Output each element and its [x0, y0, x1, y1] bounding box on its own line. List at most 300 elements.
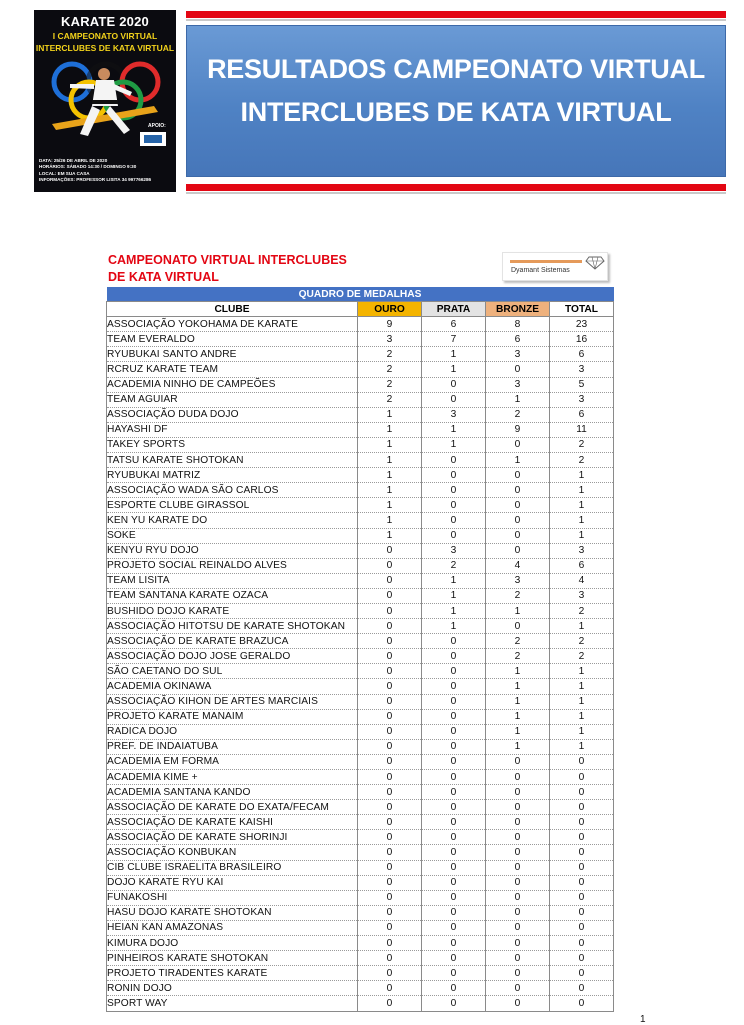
- club-cell: FUNAKOSHI: [107, 890, 358, 905]
- total-cell: 0: [550, 785, 614, 800]
- column-header-gold: OURO: [358, 302, 422, 317]
- total-cell: 0: [550, 754, 614, 769]
- total-cell: 0: [550, 890, 614, 905]
- banner-title-line1: RESULTADOS CAMPEONATO VIRTUAL: [207, 54, 705, 84]
- bronze-cell: 1: [486, 724, 550, 739]
- silver-cell: 0: [422, 513, 486, 528]
- gold-cell: 1: [358, 422, 422, 437]
- table-row: [107, 347, 614, 362]
- table-caption: QUADRO DE MEDALHAS: [107, 287, 614, 302]
- total-cell: 0: [550, 920, 614, 935]
- gold-cell: 1: [358, 437, 422, 452]
- club-cell: KIMURA DOJO: [107, 936, 358, 951]
- silver-cell: 0: [422, 951, 486, 966]
- table-row: [107, 498, 614, 513]
- gold-cell: 1: [358, 528, 422, 543]
- total-cell: 1: [550, 664, 614, 679]
- club-cell: PROJETO KARATE MANAIM: [107, 709, 358, 724]
- total-cell: 0: [550, 770, 614, 785]
- total-cell: 1: [550, 679, 614, 694]
- table-row: [107, 920, 614, 935]
- total-cell: 0: [550, 815, 614, 830]
- bronze-cell: 9: [486, 422, 550, 437]
- gold-cell: 1: [358, 453, 422, 468]
- silver-cell: 0: [422, 860, 486, 875]
- club-cell: ACADEMIA NINHO DE CAMPEÕES: [107, 377, 358, 392]
- silver-cell: 0: [422, 483, 486, 498]
- poster-apoio-label: APOIO:: [148, 123, 166, 129]
- results-banner: [186, 25, 726, 177]
- table-row: [107, 513, 614, 528]
- poster-subtitle-line2: INTERCLUBES DE KATA VIRTUAL: [35, 43, 175, 53]
- silver-cell: 1: [422, 573, 486, 588]
- silver-cell: 0: [422, 739, 486, 754]
- bronze-cell: 1: [486, 679, 550, 694]
- bronze-cell: 2: [486, 649, 550, 664]
- table-row: [107, 981, 614, 996]
- club-cell: SPORT WAY: [107, 996, 358, 1011]
- club-cell: KEN YU KARATE DO: [107, 513, 358, 528]
- diamond-icon: [585, 256, 605, 270]
- silver-cell: 0: [422, 800, 486, 815]
- club-cell: HASU DOJO KARATE SHOTOKAN: [107, 905, 358, 920]
- club-cell: ASSOCIAÇÃO DE KARATE SHORINJI: [107, 830, 358, 845]
- club-cell: RYUBUKAI SANTO ANDRE: [107, 347, 358, 362]
- bronze-cell: 0: [486, 437, 550, 452]
- table-row: [107, 543, 614, 558]
- gold-cell: 3: [358, 332, 422, 347]
- club-cell: SÃO CAETANO DO SUL: [107, 664, 358, 679]
- club-cell: ESPORTE CLUBE GIRASSOL: [107, 498, 358, 513]
- table-row: [107, 996, 614, 1011]
- silver-cell: 0: [422, 453, 486, 468]
- silver-cell: 0: [422, 770, 486, 785]
- bronze-cell: 6: [486, 332, 550, 347]
- total-cell: 1: [550, 709, 614, 724]
- banner-bottom-gray-line: [186, 192, 726, 194]
- bronze-cell: 0: [486, 981, 550, 996]
- club-cell: ACADEMIA SANTANA KANDO: [107, 785, 358, 800]
- table-row: [107, 785, 614, 800]
- total-cell: 1: [550, 694, 614, 709]
- total-cell: 3: [550, 362, 614, 377]
- silver-cell: 1: [422, 603, 486, 618]
- bronze-cell: 0: [486, 951, 550, 966]
- table-row: [107, 754, 614, 769]
- club-cell: TEAM AGUIAR: [107, 392, 358, 407]
- table-row: [107, 724, 614, 739]
- gold-cell: 1: [358, 407, 422, 422]
- total-cell: 0: [550, 830, 614, 845]
- total-cell: 0: [550, 860, 614, 875]
- club-cell: ASSOCIAÇÃO DE KARATE DO EXATA/FECAM: [107, 800, 358, 815]
- gold-cell: 1: [358, 468, 422, 483]
- bronze-cell: 0: [486, 800, 550, 815]
- table-row: [107, 679, 614, 694]
- club-cell: ASSOCIAÇÃO HITOTSU DE KARATE SHOTOKAN: [107, 619, 358, 634]
- gold-cell: 1: [358, 483, 422, 498]
- bronze-cell: 2: [486, 407, 550, 422]
- gold-cell: 0: [358, 649, 422, 664]
- club-cell: ASSOCIAÇÃO DUDA DOJO: [107, 407, 358, 422]
- bronze-cell: 3: [486, 573, 550, 588]
- silver-cell: 0: [422, 785, 486, 800]
- table-row: [107, 951, 614, 966]
- column-header-bronze: BRONZE: [486, 302, 550, 317]
- bronze-cell: 0: [486, 785, 550, 800]
- total-cell: 0: [550, 800, 614, 815]
- gold-cell: 0: [358, 936, 422, 951]
- table-row: [107, 770, 614, 785]
- bronze-cell: 0: [486, 528, 550, 543]
- silver-cell: 6: [422, 317, 486, 332]
- gold-cell: 0: [358, 770, 422, 785]
- club-cell: ASSOCIAÇÃO KONBUKAN: [107, 845, 358, 860]
- gold-cell: 0: [358, 543, 422, 558]
- total-cell: 1: [550, 498, 614, 513]
- total-cell: 1: [550, 528, 614, 543]
- total-cell: 0: [550, 845, 614, 860]
- club-cell: ACADEMIA OKINAWA: [107, 679, 358, 694]
- banner-top-gray-line: [186, 19, 726, 21]
- club-cell: TEAM LISITA: [107, 573, 358, 588]
- club-cell: DOJO KARATE RYU KAI: [107, 875, 358, 890]
- table-row: [107, 634, 614, 649]
- silver-cell: 0: [422, 936, 486, 951]
- table-row: [107, 800, 614, 815]
- gold-cell: 0: [358, 860, 422, 875]
- bronze-cell: 2: [486, 588, 550, 603]
- gold-cell: 1: [358, 513, 422, 528]
- bronze-cell: 3: [486, 377, 550, 392]
- medal-table: [106, 287, 614, 1012]
- total-cell: 5: [550, 377, 614, 392]
- total-cell: 23: [550, 317, 614, 332]
- banner-bottom-red-bar: [186, 184, 726, 191]
- total-cell: 2: [550, 603, 614, 618]
- total-cell: 0: [550, 996, 614, 1011]
- total-cell: 0: [550, 951, 614, 966]
- bronze-cell: 0: [486, 362, 550, 377]
- bronze-cell: 0: [486, 468, 550, 483]
- table-row: [107, 528, 614, 543]
- bronze-cell: 0: [486, 483, 550, 498]
- silver-cell: 1: [422, 437, 486, 452]
- total-cell: 1: [550, 739, 614, 754]
- silver-cell: 0: [422, 649, 486, 664]
- total-cell: 16: [550, 332, 614, 347]
- event-poster: [34, 10, 176, 192]
- table-row: [107, 377, 614, 392]
- total-cell: 3: [550, 543, 614, 558]
- total-cell: 0: [550, 981, 614, 996]
- club-cell: PROJETO TIRADENTES KARATE: [107, 966, 358, 981]
- column-header-silver: PRATA: [422, 302, 486, 317]
- club-cell: CIB CLUBE ISRAELITA BRASILEIRO: [107, 860, 358, 875]
- gold-cell: 0: [358, 573, 422, 588]
- table-row: [107, 483, 614, 498]
- bronze-cell: 1: [486, 392, 550, 407]
- bronze-cell: 1: [486, 709, 550, 724]
- total-cell: 1: [550, 724, 614, 739]
- club-cell: RYUBUKAI MATRIZ: [107, 468, 358, 483]
- bronze-cell: 0: [486, 936, 550, 951]
- silver-cell: 1: [422, 347, 486, 362]
- silver-cell: 0: [422, 920, 486, 935]
- club-cell: RADICA DOJO: [107, 724, 358, 739]
- silver-cell: 3: [422, 543, 486, 558]
- page-number: 1: [640, 1014, 646, 1025]
- silver-cell: 0: [422, 905, 486, 920]
- total-cell: 1: [550, 619, 614, 634]
- table-row: [107, 422, 614, 437]
- club-cell: ASSOCIAÇÃO DE KARATE BRAZUCA: [107, 634, 358, 649]
- total-cell: 3: [550, 392, 614, 407]
- club-cell: TAKEY SPORTS: [107, 437, 358, 452]
- poster-subtitle-line1: I CAMPEONATO VIRTUAL: [52, 31, 158, 41]
- poster-info-line: LOCAL: EM SUA CASA: [39, 170, 90, 176]
- total-cell: 6: [550, 407, 614, 422]
- club-cell: PREF. DE INDAIATUBA: [107, 739, 358, 754]
- bronze-cell: 0: [486, 996, 550, 1011]
- gold-cell: 1: [358, 498, 422, 513]
- gold-cell: 0: [358, 664, 422, 679]
- gold-cell: 0: [358, 588, 422, 603]
- silver-cell: 0: [422, 468, 486, 483]
- silver-cell: 3: [422, 407, 486, 422]
- bronze-cell: 0: [486, 770, 550, 785]
- bronze-cell: 0: [486, 815, 550, 830]
- silver-cell: 1: [422, 619, 486, 634]
- sheet-title-line2: DE KATA VIRTUAL: [108, 270, 219, 284]
- club-cell: ASSOCIAÇÃO DOJO JOSE GERALDO: [107, 649, 358, 664]
- bronze-cell: 2: [486, 634, 550, 649]
- gold-cell: 2: [358, 362, 422, 377]
- gold-cell: 9: [358, 317, 422, 332]
- gold-cell: 0: [358, 830, 422, 845]
- table-row: [107, 332, 614, 347]
- silver-cell: 0: [422, 724, 486, 739]
- club-cell: TEAM EVERALDO: [107, 332, 358, 347]
- logo-accent-bar: [510, 260, 582, 263]
- karate-fighter-olympic-rings-illustration: [34, 54, 176, 152]
- silver-cell: 7: [422, 332, 486, 347]
- club-cell: KENYU RYU DOJO: [107, 543, 358, 558]
- total-cell: 3: [550, 588, 614, 603]
- silver-cell: 0: [422, 377, 486, 392]
- gold-cell: 0: [358, 815, 422, 830]
- table-row: [107, 739, 614, 754]
- gold-cell: 0: [358, 875, 422, 890]
- total-cell: 1: [550, 483, 614, 498]
- club-cell: HAYASHI DF: [107, 422, 358, 437]
- gold-cell: 0: [358, 966, 422, 981]
- gold-cell: 0: [358, 951, 422, 966]
- club-cell: BUSHIDO DOJO KARATE: [107, 603, 358, 618]
- silver-cell: 0: [422, 634, 486, 649]
- total-cell: 4: [550, 573, 614, 588]
- silver-cell: 1: [422, 588, 486, 603]
- bronze-cell: 0: [486, 860, 550, 875]
- bronze-cell: 0: [486, 498, 550, 513]
- gold-cell: 0: [358, 679, 422, 694]
- poster-info: [39, 158, 173, 184]
- table-row: [107, 860, 614, 875]
- gold-cell: 0: [358, 905, 422, 920]
- sheet-title-line1: CAMPEONATO VIRTUAL INTERCLUBES: [108, 253, 347, 267]
- poster-info-line: INFORMAÇÕES: PROFESSOR LISITA 34 997766286: [39, 177, 152, 183]
- silver-cell: 0: [422, 996, 486, 1011]
- club-cell: TEAM SANTANA KARATE OZACA: [107, 588, 358, 603]
- gold-cell: 0: [358, 619, 422, 634]
- silver-cell: 0: [422, 981, 486, 996]
- table-row: [107, 875, 614, 890]
- total-cell: 0: [550, 966, 614, 981]
- table-row: [107, 830, 614, 845]
- silver-cell: 0: [422, 830, 486, 845]
- poster-title: KARATE 2020: [61, 14, 149, 29]
- bronze-cell: 1: [486, 603, 550, 618]
- bronze-cell: 0: [486, 845, 550, 860]
- gold-cell: 0: [358, 694, 422, 709]
- silver-cell: 0: [422, 664, 486, 679]
- club-cell: ACADEMIA KIME +: [107, 770, 358, 785]
- table-row: [107, 694, 614, 709]
- banner-title-line2: INTERCLUBES DE KATA VIRTUAL: [240, 97, 672, 127]
- table-row: [107, 905, 614, 920]
- silver-cell: 0: [422, 875, 486, 890]
- total-cell: 0: [550, 905, 614, 920]
- gold-cell: 0: [358, 754, 422, 769]
- club-cell: PINHEIROS KARATE SHOTOKAN: [107, 951, 358, 966]
- total-cell: 1: [550, 468, 614, 483]
- table-row: [107, 317, 614, 332]
- total-cell: 2: [550, 634, 614, 649]
- gold-cell: 0: [358, 634, 422, 649]
- table-row: [107, 468, 614, 483]
- silver-cell: 0: [422, 709, 486, 724]
- poster-info-line: DATA: 25/26 DE ABRIL DE 2020: [39, 158, 108, 163]
- gold-cell: 2: [358, 392, 422, 407]
- club-cell: ACADEMIA EM FORMA: [107, 754, 358, 769]
- table-row: [107, 362, 614, 377]
- bronze-cell: 0: [486, 513, 550, 528]
- total-cell: 6: [550, 558, 614, 573]
- silver-cell: 0: [422, 815, 486, 830]
- table-row: [107, 437, 614, 452]
- column-header-total: TOTAL: [550, 302, 614, 317]
- bronze-cell: 0: [486, 875, 550, 890]
- silver-cell: 2: [422, 558, 486, 573]
- total-cell: 6: [550, 347, 614, 362]
- bronze-cell: 0: [486, 890, 550, 905]
- gold-cell: 0: [358, 890, 422, 905]
- bronze-cell: 3: [486, 347, 550, 362]
- total-cell: 0: [550, 936, 614, 951]
- bronze-cell: 1: [486, 694, 550, 709]
- silver-cell: 0: [422, 392, 486, 407]
- gold-cell: 0: [358, 785, 422, 800]
- bronze-cell: 1: [486, 739, 550, 754]
- silver-cell: 0: [422, 845, 486, 860]
- table-row: [107, 453, 614, 468]
- bronze-cell: 1: [486, 664, 550, 679]
- bronze-cell: 8: [486, 317, 550, 332]
- bronze-cell: 0: [486, 920, 550, 935]
- club-cell: RONIN DOJO: [107, 981, 358, 996]
- bronze-cell: 0: [486, 754, 550, 769]
- total-cell: 2: [550, 437, 614, 452]
- club-cell: TATSU KARATE SHOTOKAN: [107, 453, 358, 468]
- total-cell: 2: [550, 649, 614, 664]
- silver-cell: 0: [422, 679, 486, 694]
- table-row: [107, 649, 614, 664]
- silver-cell: 0: [422, 694, 486, 709]
- total-cell: 1: [550, 513, 614, 528]
- bronze-cell: 0: [486, 619, 550, 634]
- gold-cell: 0: [358, 981, 422, 996]
- club-cell: ASSOCIAÇÃO WADA SÃO CARLOS: [107, 483, 358, 498]
- table-row: [107, 588, 614, 603]
- silver-cell: 0: [422, 528, 486, 543]
- bronze-cell: 0: [486, 543, 550, 558]
- silver-cell: 0: [422, 966, 486, 981]
- column-header-club: CLUBE: [107, 302, 358, 317]
- gold-cell: 0: [358, 996, 422, 1011]
- silver-cell: 0: [422, 754, 486, 769]
- club-cell: SOKE: [107, 528, 358, 543]
- total-cell: 0: [550, 875, 614, 890]
- gold-cell: 0: [358, 709, 422, 724]
- gold-cell: 0: [358, 800, 422, 815]
- dyamant-sistemas-logo: [502, 252, 608, 281]
- table-row: [107, 890, 614, 905]
- bronze-cell: 0: [486, 830, 550, 845]
- silver-cell: 1: [422, 362, 486, 377]
- table-row: [107, 936, 614, 951]
- table-row: [107, 815, 614, 830]
- club-cell: ASSOCIAÇÃO KIHON DE ARTES MARCIAIS: [107, 694, 358, 709]
- poster-info-line: HORÁRIOS: SÁBADO 14:30 / DOMINGO 9:30: [39, 164, 137, 170]
- banner-top-red-bar: [186, 11, 726, 18]
- table-row: [107, 709, 614, 724]
- silver-cell: 1: [422, 422, 486, 437]
- total-cell: 2: [550, 453, 614, 468]
- bronze-cell: 4: [486, 558, 550, 573]
- silver-cell: 0: [422, 498, 486, 513]
- gold-cell: 0: [358, 845, 422, 860]
- club-cell: RCRUZ KARATE TEAM: [107, 362, 358, 377]
- table-row: [107, 558, 614, 573]
- table-row: [107, 664, 614, 679]
- club-cell: ASSOCIAÇÃO YOKOHAMA DE KARATE: [107, 317, 358, 332]
- silver-cell: 0: [422, 890, 486, 905]
- gold-cell: 0: [358, 603, 422, 618]
- logo-brand-text: Dyamant Sistemas: [511, 267, 570, 274]
- table-row: [107, 845, 614, 860]
- table-row: [107, 619, 614, 634]
- table-row: [107, 392, 614, 407]
- bronze-cell: 1: [486, 453, 550, 468]
- total-cell: 11: [550, 422, 614, 437]
- medal-table-body: [107, 317, 614, 1011]
- gold-cell: 0: [358, 558, 422, 573]
- table-row: [107, 603, 614, 618]
- bronze-cell: 0: [486, 966, 550, 981]
- table-row: [107, 966, 614, 981]
- table-row: [107, 573, 614, 588]
- club-cell: HEIAN KAN AMAZONAS: [107, 920, 358, 935]
